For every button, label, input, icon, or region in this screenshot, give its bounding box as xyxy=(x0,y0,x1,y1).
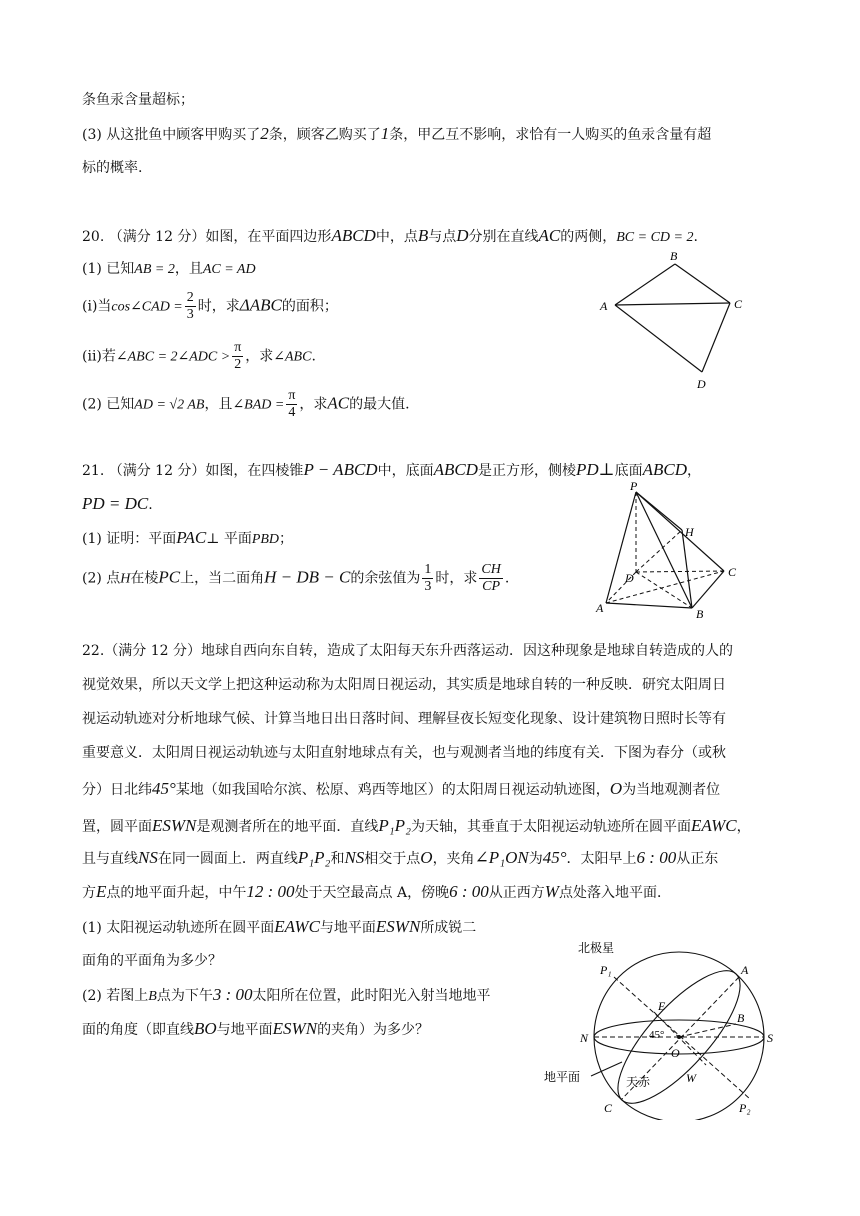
q22-fig-label-equator: 天赤 xyxy=(626,1075,651,1089)
q20-part2: (2) 已知AD = √2 AB，且∠BAD = $\frac{\pi}{4}$ ，求AC的最大值. xyxy=(82,388,410,420)
fraction-pi-4: $\frac{\pi}{4}$ xyxy=(288,388,296,420)
q22-celestial-sphere-figure xyxy=(536,940,788,1120)
q22-line7: 且与直线NS在同一圆面上．两直线P₁P₂和NS相交于点O，夹角∠P₁ON为45°．太阳早上6 : 00从正东 xyxy=(82,848,719,867)
q21-fig-label-p: P xyxy=(630,479,638,493)
fraction-pi-2: $\frac{\pi}{2}$ xyxy=(234,340,242,372)
q20-fig-label-c: C xyxy=(734,297,743,311)
q19-part3-end: 标的概率. xyxy=(82,160,143,176)
q22-fig-label-c: C xyxy=(604,1101,613,1115)
q22-line3: 视运动轨迹对分析地球气候、计算当地日出日落时间、理解昼夜长短变化现象、设计建筑物日照时长等有 xyxy=(82,711,726,727)
q19-line1: 条鱼汞含量超标； xyxy=(82,92,194,108)
q20-part1-i: (i)当cos∠CAD = $\frac{2}{3}$ 时，求ΔABC的面积； xyxy=(82,290,338,322)
q22-fig-label-b: B xyxy=(737,1011,745,1025)
q22-line5: 分）日北纬45°某地（如我国哈尔滨、松原、鸡西等地区）的太阳周日视运动轨迹图，O为当地观测者位 xyxy=(82,779,721,798)
q20-fig-label-a: A xyxy=(600,299,608,313)
q21-fig-label-h: H xyxy=(685,525,694,539)
q22-line4: 重要意义．太阳周日视运动轨迹与太阳直射地球点有关，也与观测者当地的纬度有关．下图为春分（或秋 xyxy=(82,745,726,761)
q20-fig-label-d: D xyxy=(697,377,706,391)
fraction-2-3: $\frac{2}{3}$ xyxy=(186,290,194,322)
q21-heading: 21. （满分 12 分）如图，在四棱锥P − ABCD中，底面ABCD是正方形，侧棱PD⊥底面ABCD， xyxy=(82,460,702,479)
q22-line1: 22.（满分 12 分）地球自西向东自转，造成了太阳每天东升西落运动．因这种现象是地球自转造成的人的 xyxy=(82,643,733,659)
q21-part2: (2) 点H在棱PC上，当二面角H − DB − C的余弦值为 $\frac{1}{3}$ 时，求 $\frac{CH}{CP}$ . xyxy=(82,562,510,594)
q21-fig-label-d: D xyxy=(625,571,634,585)
q22-fig-label-p1: P₁ xyxy=(600,963,612,977)
q21-fig-label-c: C xyxy=(728,565,737,579)
q22-fig-label-e: E xyxy=(658,999,666,1013)
q20-part1-ii: (ii)若∠ABC = 2∠ADC > $\frac{\pi}{2}$ ，求∠ABC. xyxy=(82,340,316,372)
q22-part2: (2) 若图上B点为下午3 : 00太阳所在位置，此时阳光入射当地地平 xyxy=(82,985,491,1004)
q22-line6: 置，圆平面ESWN是观测者所在的地平面．直线P₁P₂为天轴，其垂直于太阳视运动轨迹所在圆平面EAWC， xyxy=(82,816,751,835)
q22-line2: 视觉效果，所以天文学上把这种运动称为太阳周日视运动，其实质是地球自转的一种反映．研究太阳周日 xyxy=(82,677,726,693)
fraction-ch-cp: $\frac{CH}{CP}$ xyxy=(481,562,501,594)
q22-fig-label-o: O xyxy=(671,1046,680,1060)
q22-fig-label-polaris: 北极星 xyxy=(578,941,615,955)
q22-fig-label-angle: 45° xyxy=(649,1029,665,1041)
q21-pyramid-figure xyxy=(592,478,750,620)
q20-part1: (1) 已知AB = 2，且AC = AD xyxy=(82,261,256,277)
q21-fig-label-a: A xyxy=(596,601,604,615)
q21-fig-label-b: B xyxy=(696,607,704,620)
q22-fig-label-n: N xyxy=(580,1031,589,1045)
q22-fig-label-p2: P₂ xyxy=(739,1101,751,1115)
q22-fig-label-w: W xyxy=(686,1071,696,1085)
q22-fig-label-s: S xyxy=(767,1031,773,1045)
q20-fig-label-b: B xyxy=(670,249,678,263)
q22-part1-cont: 面角的平面角为多少？ xyxy=(82,953,222,969)
q22-part1: (1) 太阳视运动轨迹所在圆平面EAWC与地平面ESWN所成锐二 xyxy=(82,917,477,936)
fraction-1-3: $\frac{1}{3}$ xyxy=(424,562,432,594)
q22-fig-center-point xyxy=(677,1035,681,1039)
q22-fig-label-horizon: 地平面 xyxy=(544,1070,581,1084)
q19-part3: (3) 从这批鱼中顾客甲购买了2条，顾客乙购买了1条，甲乙互不影响，求恰有一人购买的鱼汞含量有超 xyxy=(82,124,712,143)
q22-part2-cont: 面的角度（即直线BO与地平面ESWN的夹角）为多少？ xyxy=(82,1019,430,1038)
q22-fig-label-a: A xyxy=(741,963,749,977)
q22-line8: 方E点的地平面升起，中午12 : 00处于天空最高点 A，傍晚6 : 00从正西方W点处落入地平面． xyxy=(82,882,671,901)
q21-part1: (1) 证明：平面PAC⊥ 平面PBD； xyxy=(82,528,294,547)
q20-heading: 20. （满分 12 分）如图，在平面四边形ABCD中，点B与点D分别在直线AC的两侧，BC = CD = 2. xyxy=(82,226,698,245)
q21-heading-cont: PD = DC. xyxy=(82,494,153,513)
q20-quadrilateral-figure xyxy=(590,248,760,396)
